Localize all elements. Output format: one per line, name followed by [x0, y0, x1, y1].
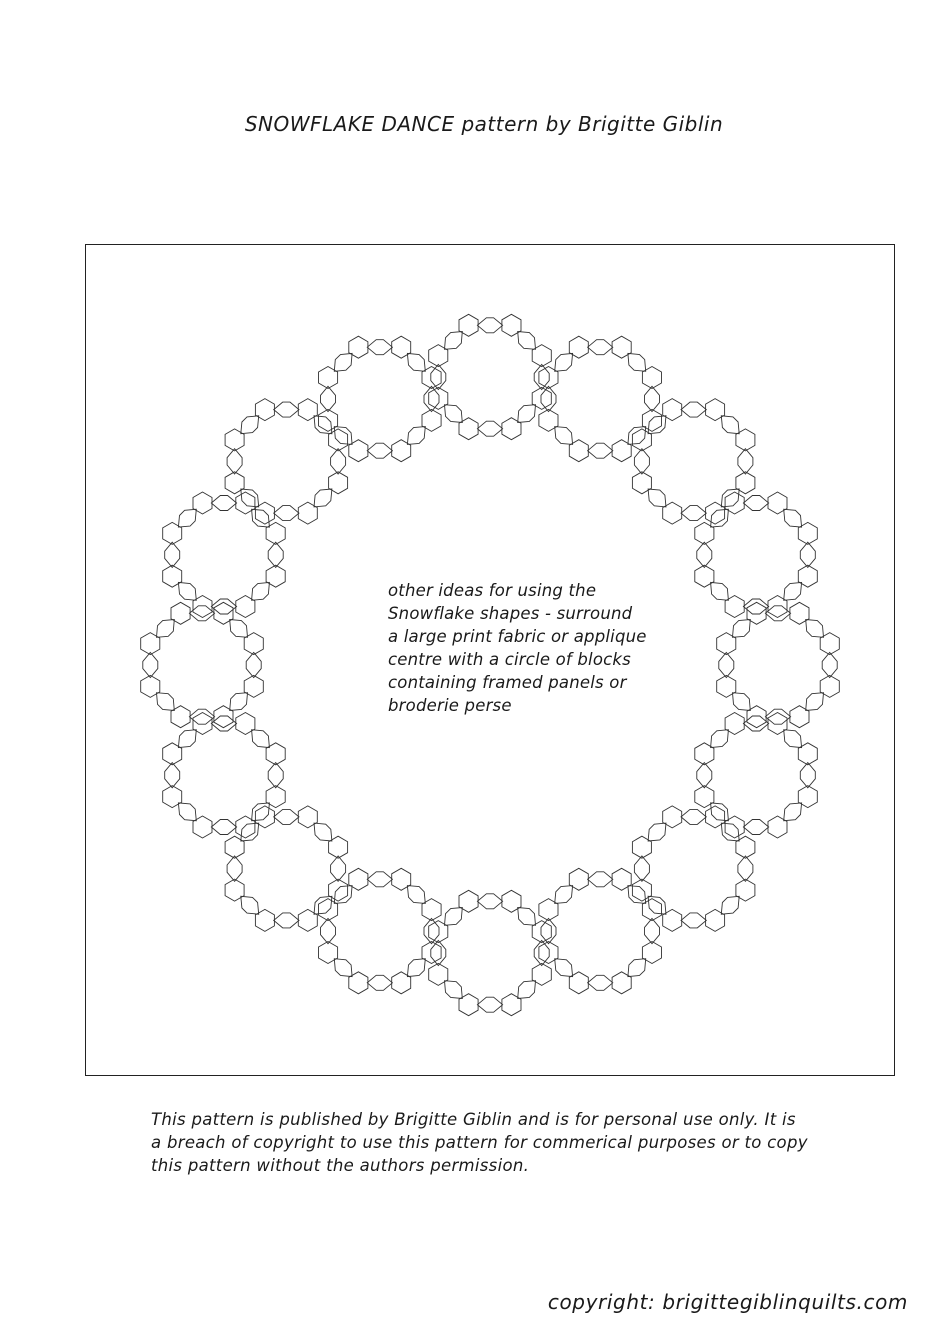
pattern-connector: [555, 427, 573, 445]
pattern-connector: [274, 809, 299, 824]
pattern-connector: [721, 416, 739, 434]
pattern-connector: [431, 364, 446, 389]
pattern-connector: [367, 443, 392, 458]
pattern-connector: [445, 981, 463, 999]
pattern-connector: [541, 386, 556, 411]
pattern-connector: [800, 542, 815, 567]
pattern-connector: [697, 763, 712, 788]
pattern-connector: [645, 386, 660, 411]
pattern-connector: [424, 918, 439, 943]
pattern-connector: [314, 823, 332, 841]
pattern-connector: [711, 803, 729, 821]
centre-note-line: Snowflake shapes - surround: [388, 604, 633, 623]
pattern-connector: [331, 856, 346, 881]
pattern-connector: [227, 856, 242, 881]
pattern-connector: [588, 443, 613, 458]
pattern-connector: [445, 908, 463, 926]
pattern-connector: [555, 353, 573, 371]
pattern-connector: [518, 332, 536, 350]
pattern-connector: [541, 918, 556, 943]
pattern-connector: [711, 582, 729, 600]
pattern-connector: [721, 489, 739, 507]
pattern-connector: [648, 489, 666, 507]
pattern-connector: [645, 918, 660, 943]
pattern-connector: [445, 405, 463, 423]
pattern-connector: [321, 386, 336, 411]
pattern-connector: [721, 823, 739, 841]
pattern-connector: [252, 509, 270, 527]
pattern-connector: [274, 402, 299, 417]
pattern-connector: [445, 332, 463, 350]
pattern-connector: [518, 981, 536, 999]
pattern-connector: [407, 886, 425, 904]
centre-note-line: other ideas for using the: [388, 581, 597, 600]
copyright-notice: [151, 1108, 863, 1177]
pattern-connector: [800, 763, 815, 788]
pattern-connector: [555, 886, 573, 904]
pattern-connector: [246, 652, 261, 677]
pattern-connector: [477, 421, 502, 436]
pattern-connector: [681, 809, 706, 824]
pattern-connector: [334, 353, 352, 371]
pattern-connector: [634, 856, 649, 881]
pattern-connector: [588, 340, 613, 355]
centre-note-line: a large print fabric or applique: [388, 627, 647, 646]
pattern-connector: [211, 820, 236, 835]
pattern-connector: [178, 803, 196, 821]
pattern-connector: [784, 803, 802, 821]
pattern-connector: [252, 803, 270, 821]
centre-note: [388, 579, 688, 717]
pattern-connector: [241, 896, 259, 914]
notice-line: a breach of copyright to use this pattern for commerical purposes or to copy: [151, 1133, 808, 1152]
pattern-connector: [711, 730, 729, 748]
pattern-connector: [241, 489, 259, 507]
pattern-connector: [518, 908, 536, 926]
pattern-connector: [697, 542, 712, 567]
pattern-connector: [628, 959, 646, 977]
pattern-connector: [588, 872, 613, 887]
pattern-connector: [241, 823, 259, 841]
pattern-connector: [628, 353, 646, 371]
pattern-connector: [165, 763, 180, 788]
site-credit: copyright: brigittegiblinquilts.com: [547, 1290, 908, 1314]
pattern-connector: [648, 823, 666, 841]
pattern-connector: [534, 364, 549, 389]
centre-note-line: broderie perse: [388, 696, 512, 715]
pattern-connector: [681, 913, 706, 928]
pattern-connector: [407, 353, 425, 371]
pattern-connector: [211, 496, 236, 511]
pattern-connector: [334, 959, 352, 977]
pattern-connector: [274, 506, 299, 521]
pattern-connector: [784, 582, 802, 600]
pattern-connector: [733, 620, 751, 638]
pattern-connector: [321, 918, 336, 943]
pattern-connector: [477, 318, 502, 333]
pattern-connector: [252, 730, 270, 748]
pattern-connector: [711, 509, 729, 527]
pattern-connector: [157, 693, 175, 711]
pattern-connector: [241, 416, 259, 434]
pattern-connector: [268, 542, 283, 567]
pattern-connector: [143, 652, 158, 677]
pattern-connector: [477, 894, 502, 909]
pattern-connector: [274, 913, 299, 928]
pattern-connector: [806, 693, 824, 711]
pattern-connector: [784, 509, 802, 527]
pattern-connector: [534, 940, 549, 965]
pattern-connector: [252, 582, 270, 600]
pattern-connector: [178, 730, 196, 748]
pattern-connector: [227, 449, 242, 474]
pattern-connector: [367, 872, 392, 887]
pattern-connector: [407, 427, 425, 445]
pattern-connector: [721, 896, 739, 914]
centre-note-line: centre with a circle of blocks: [388, 650, 631, 669]
pattern-connector: [681, 506, 706, 521]
pattern-connector: [743, 820, 768, 835]
notice-line: this pattern without the authors permission.: [151, 1156, 530, 1175]
pattern-connector: [314, 489, 332, 507]
pattern-connector: [230, 620, 248, 638]
pattern-connector: [733, 693, 751, 711]
pattern-connector: [634, 449, 649, 474]
pattern-connector: [555, 959, 573, 977]
pattern-connector: [681, 402, 706, 417]
pattern-connector: [331, 449, 346, 474]
pattern-connector: [431, 940, 446, 965]
pattern-connector: [743, 496, 768, 511]
pattern-connector: [588, 975, 613, 990]
pattern-connector: [822, 652, 837, 677]
pattern-connector: [157, 620, 175, 638]
pattern-connector: [230, 693, 248, 711]
pattern-connector: [178, 582, 196, 600]
pattern-connector: [165, 542, 180, 567]
centre-note-line: containing framed panels or: [388, 673, 627, 692]
pattern-connector: [738, 449, 753, 474]
pattern-connector: [407, 959, 425, 977]
pattern-connector: [719, 652, 734, 677]
pattern-connector: [367, 975, 392, 990]
pattern-connector: [178, 509, 196, 527]
pattern-connector: [806, 620, 824, 638]
pattern-connector: [784, 730, 802, 748]
pattern-connector: [424, 386, 439, 411]
pattern-connector: [738, 856, 753, 881]
page-title: SNOWFLAKE DANCE pattern by Brigitte Giblin: [244, 112, 724, 136]
notice-line: This pattern is published by Brigitte Giblin and is for personal use only. It is: [151, 1110, 796, 1129]
pattern-connector: [367, 340, 392, 355]
pattern-connector: [518, 405, 536, 423]
pattern-connector: [477, 997, 502, 1012]
pattern-connector: [268, 763, 283, 788]
